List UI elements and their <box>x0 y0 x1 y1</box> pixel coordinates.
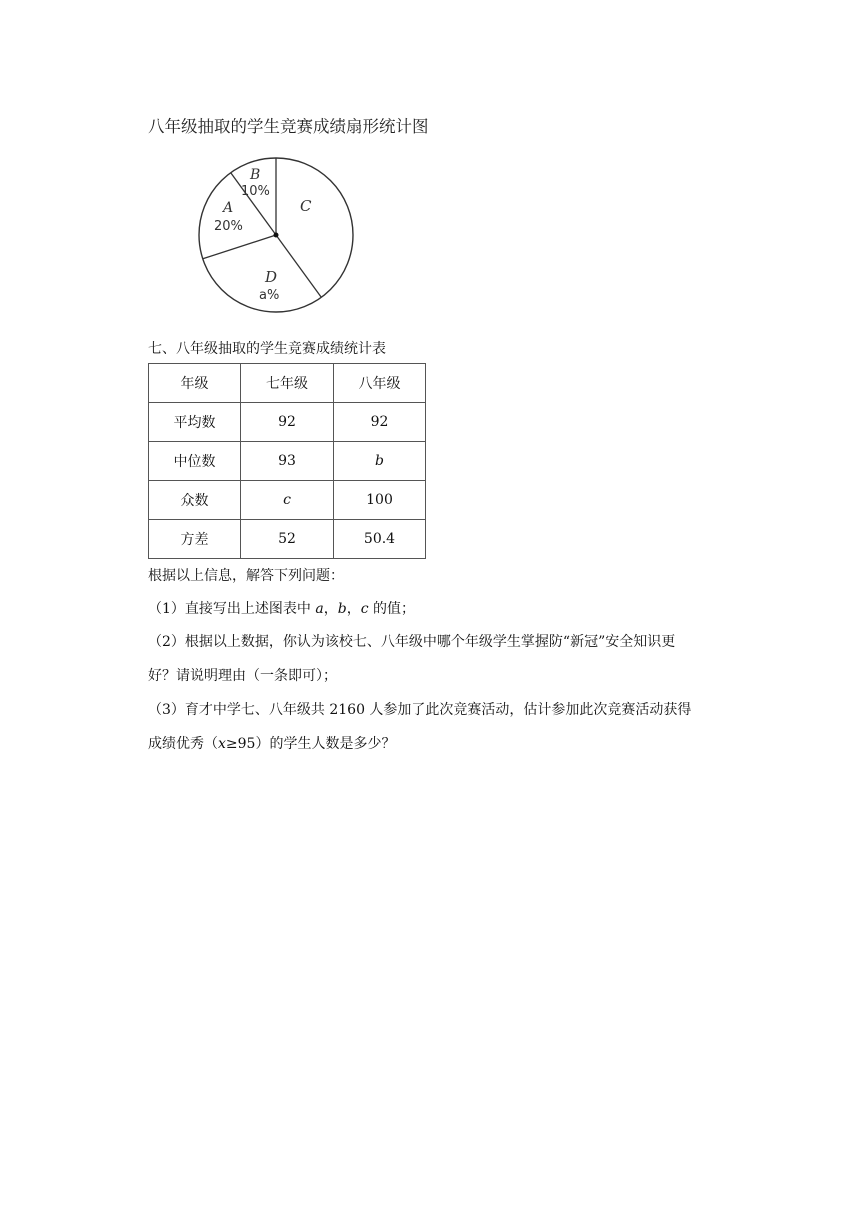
question-1 <box>148 598 415 618</box>
table-cell: 众数 <box>149 481 241 520</box>
slice-b-name: B <box>250 167 261 183</box>
q3-var-x: x <box>218 736 226 752</box>
q1-var-b: b <box>337 601 347 617</box>
slice-d-label: a% <box>259 288 280 303</box>
header-cell: 年级 <box>149 364 241 403</box>
question-2-line-1: （2）根据以上数据，你认为该校七、八年级中哪个年级学生掌握防“新冠”安全知识更 <box>148 634 676 650</box>
table-cell: b <box>334 442 426 481</box>
q1-sep: ， <box>346 601 361 617</box>
header-cell: 七年级 <box>241 364 334 403</box>
q1-var-c: c <box>360 601 369 617</box>
table-row <box>149 403 426 442</box>
q1-sep: ， <box>323 601 338 617</box>
slice-b-label: 10% <box>241 184 270 199</box>
question-3-line-1: （3）育才中学七、八年级共 2160 人参加了此次竞赛活动，估计参加此次竞赛活动获得 <box>148 702 692 718</box>
chart-title: 八年级抽取的学生竞赛成绩扇形统计图 <box>148 117 429 136</box>
pie-chart <box>196 150 364 318</box>
slice-a-name: A <box>223 200 234 216</box>
header-cell: 八年级 <box>334 364 426 403</box>
table-cell: 92 <box>241 403 334 442</box>
table-row <box>149 520 426 559</box>
stats-table <box>148 363 426 559</box>
table-cell: 92 <box>334 403 426 442</box>
q3-suffix: ≥95）的学生人数是多少？ <box>225 736 396 752</box>
slice-a-label: 20% <box>214 219 243 234</box>
table-header-row <box>149 364 426 403</box>
q1-suffix: 的值； <box>368 601 415 617</box>
slice-d-name: D <box>265 268 278 286</box>
pie-center-dot <box>274 233 279 238</box>
table-row <box>149 442 426 481</box>
table-caption: 七、八年级抽取的学生竞赛成绩统计表 <box>148 341 386 357</box>
q3-prefix: 成绩优秀（ <box>148 736 218 752</box>
table-cell: c <box>241 481 334 520</box>
table-cell: 平均数 <box>149 403 241 442</box>
question-intro: 根据以上信息，解答下列问题： <box>148 568 344 584</box>
q1-var-a: a <box>315 601 324 617</box>
table-cell: 中位数 <box>149 442 241 481</box>
table-cell: 93 <box>241 442 334 481</box>
table-cell: 52 <box>241 520 334 559</box>
table-row <box>149 481 426 520</box>
question-2-line-2: 好？请说明理由（一条即可）； <box>148 668 337 684</box>
table-cell: 方差 <box>149 520 241 559</box>
table-cell: 100 <box>334 481 426 520</box>
slice-c-name: C <box>300 197 312 215</box>
q1-prefix: （1）直接写出上述图表中 <box>148 601 316 617</box>
table-cell: 50.4 <box>334 520 426 559</box>
question-3-line-2 <box>148 733 395 753</box>
